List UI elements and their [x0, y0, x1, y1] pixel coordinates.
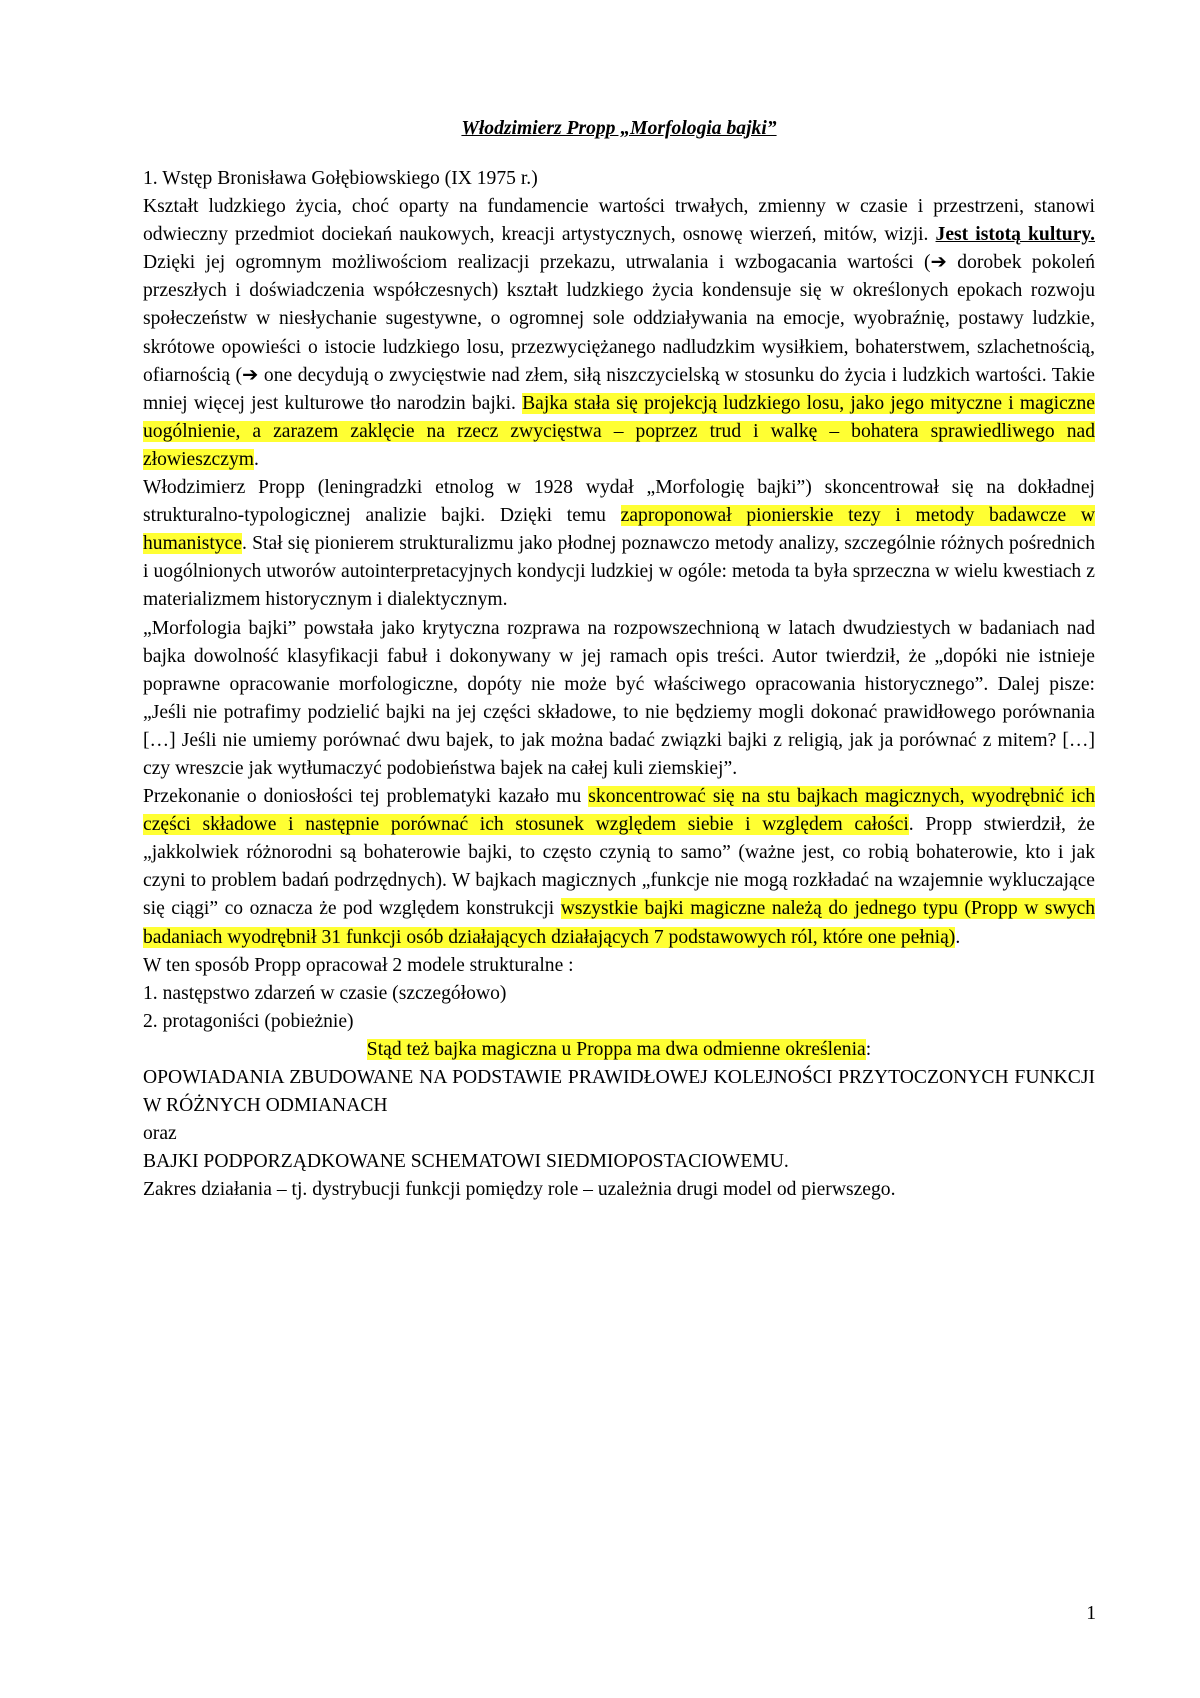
paragraph-text: :: [865, 1038, 872, 1060]
highlighted-text: wszystkie bajki magiczne należą do jednego typu (Propp w swych badaniach wyodrębnił 31 funkcji osób działających działających 7 podstawowych ról, które one pełnią): [143, 898, 1095, 948]
paragraph-text: Przekonanie o doniosłości tej problematyki kazało mu: [143, 786, 589, 808]
list-item: 1. następstwo zdarzeń w czasie (szczegółowo): [143, 982, 507, 1004]
definitions-summary: [143, 1036, 1095, 1064]
closing-sentence: Zakres działania – tj. dystrybucji funkcji pomiędzy role – uzależnia drugi model od pierwszego.: [143, 1179, 896, 1201]
paragraph-text: .: [253, 448, 259, 470]
paragraph-text: . Stał się pionierem strukturalizmu jako płodnej poznawczo metody analizy, szczególnie różnych pośrednich i uogólnionych utworów autointerpretacyjnych kondycji ludzkiej w ogóle: metoda ta była sprzeczna w wielu kwestiach z materializmem historycznym i dialektycznym.: [143, 533, 1095, 611]
paragraph-culture: [143, 193, 1095, 474]
paragraph-text: one decydują o zwycięstwie nad złem, siłą niszczycielską w stosunku do życia i ludzkich wartości. Takie mniej więcej jest kulturowe tło narodzin bajki.: [143, 364, 1095, 414]
highlighted-text: skoncentrować się na stu bajkach magicznych, wyodrębnić ich części składowe i następnie porównać ich stosunek względem siebie i względem całości: [143, 786, 1095, 836]
document-title: Włodzimierz Propp „Morfologia bajki”: [461, 118, 777, 139]
paragraph-text: Kształt ludzkiego życia, choć oparty na fundamencie wartości trwałych, zmienny w czasie i przestrzeni, stanowi odwieczny przedmiot dociekań naukowych, kreacji artystycznych, osnowę wierzeń, mitów, wizji.: [143, 196, 1095, 246]
highlighted-text: Stąd też bajka magiczna u Proppa ma dwa odmienne określenia: [366, 1038, 866, 1060]
page-number: 1: [1086, 1603, 1096, 1624]
paragraph-text: .: [955, 926, 961, 948]
paragraph-conviction: [143, 783, 1095, 952]
paragraph-text: . Propp stwierdził, że „jakkolwiek różnorodni są bohaterowie bajki, to często czynią to samo” (ważne jest, co robią bohaterowie, kto i jak czyni to problem badań podrzędnych). W bajkach magicznych „funkcje nie mogą rozkładać na wzajemnie wykluczające się ciągi” co oznacza że pod względem konstrukcji: [143, 814, 1095, 920]
highlighted-text: Bajka stała się projekcją ludzkiego losu, jako jego mityczne i magiczne uogólnienie, a zarazem zaklęcie na rzecz zwycięstwa – poprzez trud i walkę – bohatera sprawiedliwego nad złowieszczym: [143, 392, 1095, 470]
paragraph-text: dorobek pokoleń przeszłych i doświadczenia współczesnych) kształt ludzkiego życia kondensuje się w określonych epokach rozwoju społeczeństw w niesłychanie sugestywne, o ogromnej sole oddziaływania na emocje, wyobraźnię, postawy ludzkie, skrótowe opowieści o istocie ludzkiego losu, przezwyciężanego nadludzkim wysiłkiem, bohaterstwem, szlachetnością, ofiarnością (: [143, 252, 1095, 386]
highlighted-text: zaproponował pionierskie tezy i metody badawcze w humanistyce: [143, 505, 1096, 555]
models-intro: W ten sposób Propp opracował 2 modele strukturalne :: [143, 954, 574, 976]
definition-first: OPOWIADANIA ZBUDOWANE NA PODSTAWIE PRAWIDŁOWEJ KOLEJNOŚCI PRZYTOCZONYCH FUNKCJI W RÓŻNYCH ODMIANACH: [143, 1067, 1095, 1117]
paragraph-morphology: „Morfologia bajki” powstała jako krytyczna rozprawa na rozpowszechnioną w latach dwudziestych w badaniach nad bajka dowolność klasyfikacji fabuł i dokonywany w jej ramach opis treści. Autor twierdził, że „dopóki nie istnieje poprawne opracowanie morfologiczne, dopóty nie może być właściwego opracowania historycznego”. Dalej pisze: „Jeśli nie potrafimy podzielić bajki na jej części składowe, to nie będziemy mogli dokonać prawidłowego porównania […] Jeśli nie umiemy porównać dwu bajek, to jak można badać związki bajki z religią, jak ja porównać z mitem? […] czy wreszcie jak wytłumaczyć podobieństwa bajek na całej kuli ziemskiej”.: [143, 617, 1095, 779]
list-item: 2. protagoniści (pobieżnie): [143, 1010, 354, 1032]
paragraph-text: Dzięki jej ogromnym możliwościom realizacji przekazu, utrwalania i wzbogacania wartości (: [143, 252, 931, 274]
intro-heading: 1. Wstęp Bronisława Gołębiowskiego (IX 1975 r.): [143, 168, 538, 189]
arrow-icon: ➔: [242, 364, 259, 386]
arrow-icon: ➔: [930, 252, 947, 274]
document-body: [143, 165, 1095, 1204]
conjunction: oraz: [143, 1123, 177, 1145]
paragraph-propp: [143, 474, 1095, 614]
paragraph-text: Włodzimierz Propp (leningradzki etnolog w 1928 wydał „Morfologię bajki”) skoncentrował się na dokładnej strukturalno-typologicznej analizie bajki. Dzięki temu: [143, 477, 1095, 527]
definition-second: BAJKI PODPORZĄDKOWANE SCHEMATOWI SIEDMIOPOSTACIOWEMU.: [143, 1151, 789, 1173]
bold-underlined-phrase: Jest istotą kultury.: [935, 224, 1096, 246]
